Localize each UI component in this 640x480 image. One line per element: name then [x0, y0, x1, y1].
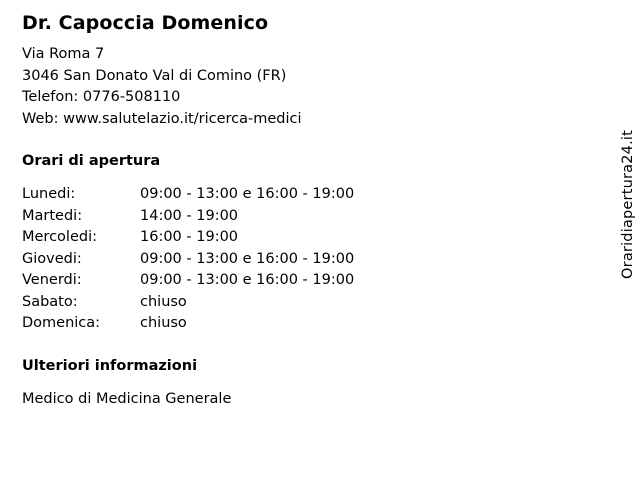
table-row [22, 292, 354, 314]
hours-day: Sabato: [22, 293, 78, 310]
address-street: Via Roma 7 [22, 46, 105, 62]
hours-time: 16:00 - 19:00 [140, 229, 239, 245]
hours-time: chiuso [140, 315, 187, 331]
address-city: 3046 San Donato Val di Comino (FR) [22, 67, 287, 84]
table-row [22, 270, 354, 292]
hours-time: 09:00 - 13:00 e 16:00 - 19:00 [140, 272, 355, 288]
hours-time: 14:00 - 19:00 [140, 207, 239, 224]
hours-day: Venerdi: [22, 272, 82, 288]
phone-line: Telefon: 0776-508110 [22, 89, 181, 105]
table-row [22, 313, 354, 335]
more-info-text: Medico di Medicina Generale [22, 390, 232, 407]
hours-time: chiuso [140, 293, 187, 310]
more-info-heading: Ulteriori informazioni [22, 357, 198, 374]
hours-day: Mercoledi: [22, 229, 97, 245]
table-row [22, 227, 354, 249]
opening-hours-heading: Orari di apertura [22, 153, 161, 169]
page-title: Dr. Capoccia Domenico [22, 12, 269, 34]
table-row [22, 249, 354, 271]
hours-day: Lunedi: [22, 186, 76, 202]
table-row [22, 206, 354, 228]
practice-info [22, 10, 592, 410]
watermark: Oraridiapertura24.it [620, 130, 636, 279]
opening-hours-table [22, 184, 354, 335]
hours-day: Martedi: [22, 207, 83, 224]
hours-day: Domenica: [22, 315, 101, 331]
hours-time: 09:00 - 13:00 e 16:00 - 19:00 [140, 250, 355, 267]
table-row [22, 184, 354, 206]
hours-time: 09:00 - 13:00 e 16:00 - 19:00 [140, 186, 355, 202]
hours-day: Giovedi: [22, 250, 82, 267]
web-line: Web: www.salutelazio.it/ricerca-medici [22, 110, 302, 127]
